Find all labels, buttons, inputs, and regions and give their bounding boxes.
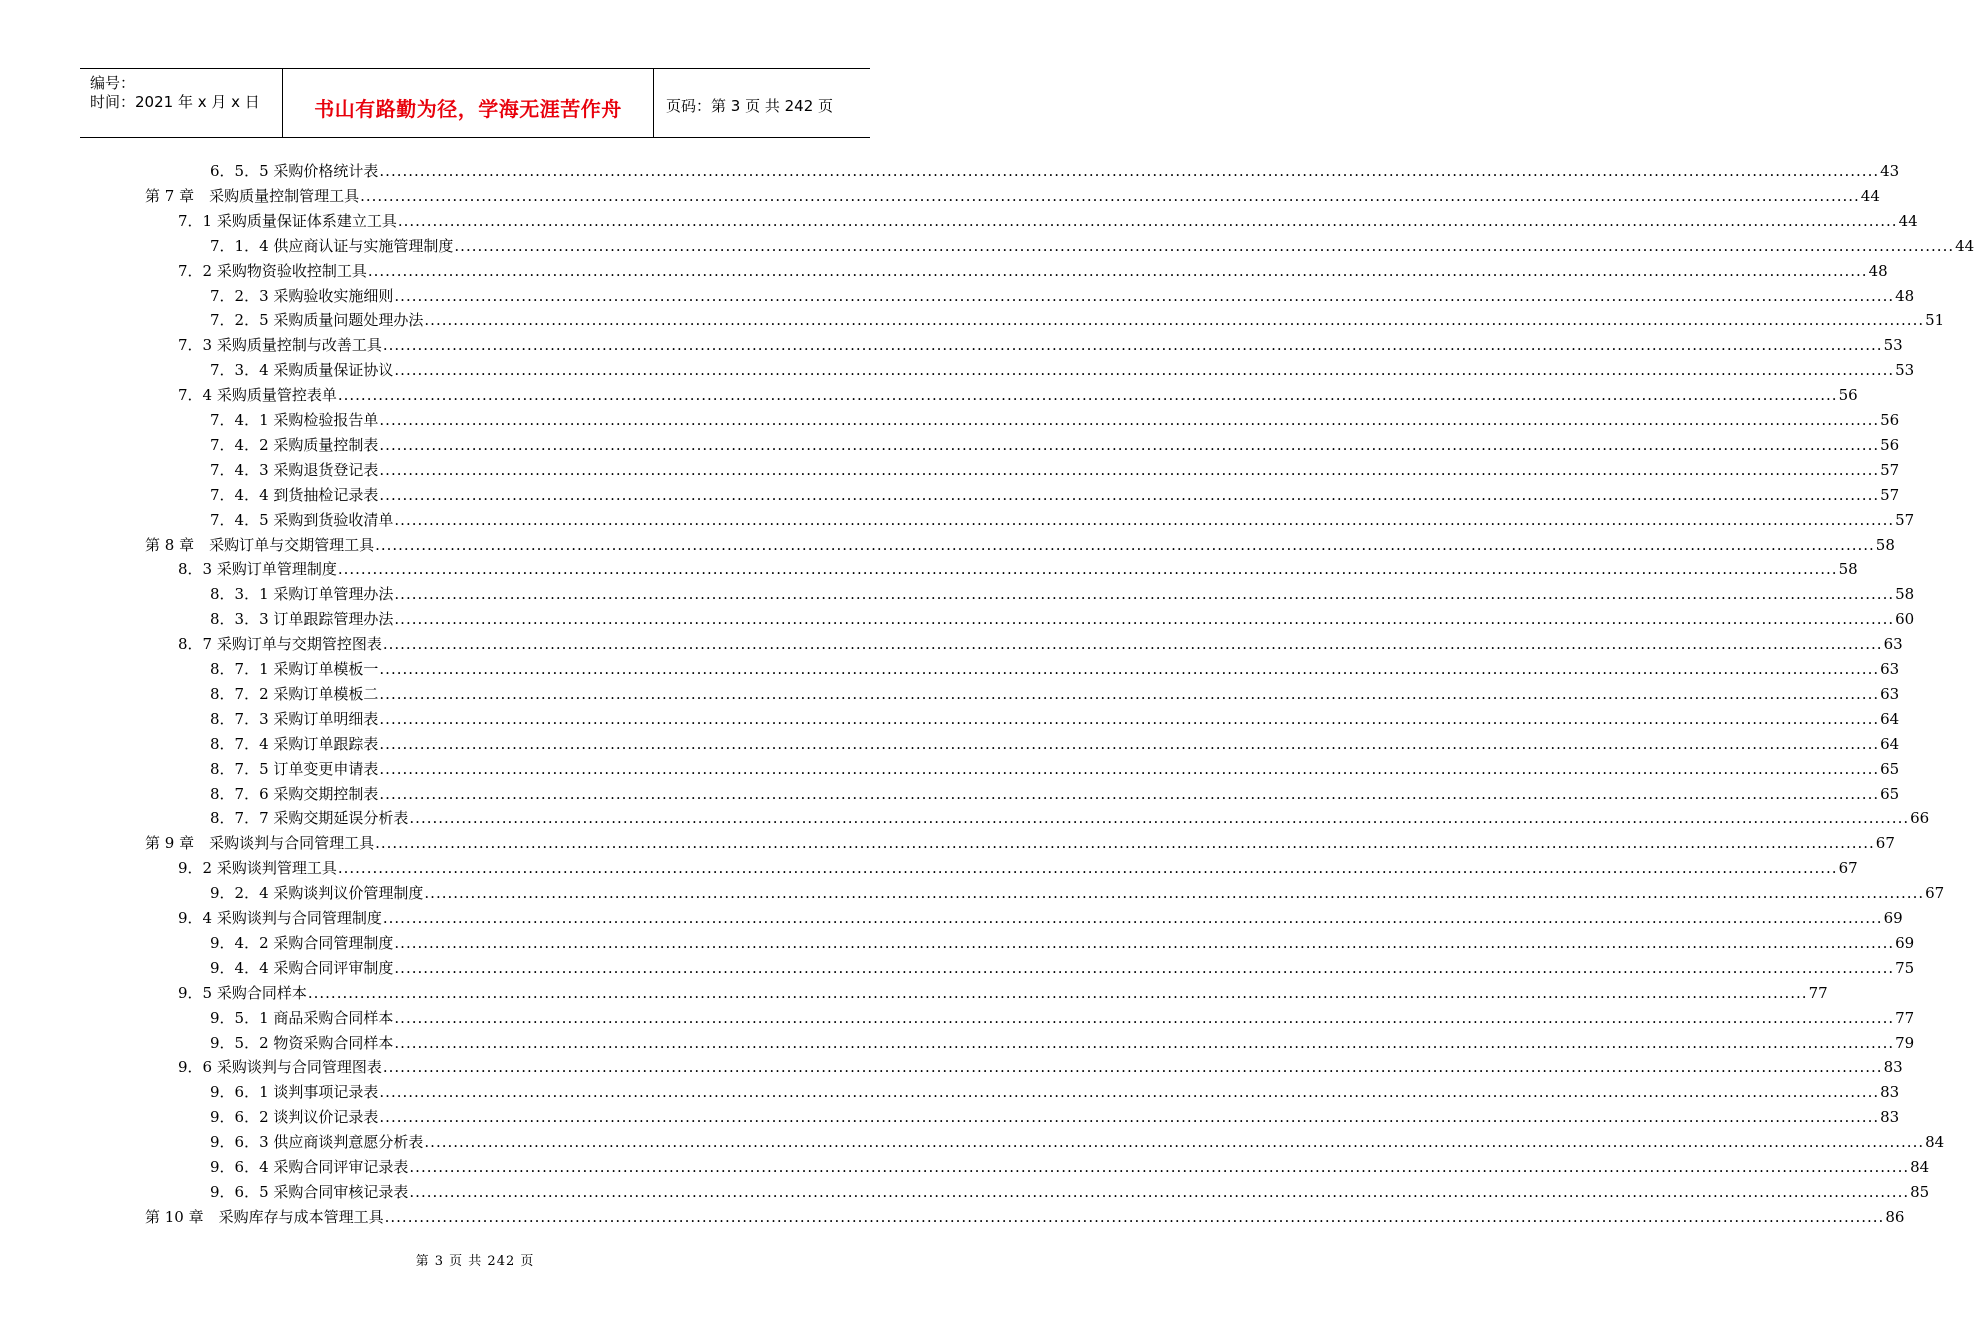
document-code-label: 编号： — [90, 74, 136, 92]
toc-entry-page: 57 — [1880, 485, 1900, 504]
toc-entry-page: 63 — [1883, 635, 1903, 654]
toc-entry-title: 9．5 采购合同样本 — [178, 983, 307, 1002]
toc-dot-leader: .................................................................................................................................................................................................................................................................... — [394, 958, 1895, 977]
toc-entry-page: 44 — [1898, 211, 1918, 230]
toc-entry-page: 58 — [1838, 560, 1858, 579]
toc-entry-title: 7．2 采购物资验收控制工具 — [178, 261, 367, 280]
toc-entry-title: 9．6．2 谈判议价记录表 — [210, 1108, 379, 1127]
toc-entry-title: 7．4．2 采购质量控制表 — [210, 435, 379, 454]
header-page-number: 页码：第 3 页 共 242 页 — [666, 97, 834, 115]
toc-entry-page: 69 — [1883, 909, 1903, 927]
toc-dot-leader: .................................................................................................................................................................................................................................................................... — [397, 211, 1898, 230]
toc-entry-page: 69 — [1895, 933, 1915, 952]
toc-entry-title: 7．4．5 采购到货验收清单 — [210, 510, 394, 529]
toc-dot-leader: .................................................................................................................................................................................................................................................................... — [424, 884, 1925, 903]
toc-entry-title: 9．4 采购谈判与合同管理制度 — [178, 909, 382, 927]
toc-entry[interactable] — [178, 335, 1903, 355]
toc-entry[interactable] — [210, 485, 1900, 505]
toc-entry-title: 7．2．3 采购验收实施细则 — [210, 286, 394, 305]
toc-entry[interactable] — [210, 1182, 1930, 1202]
toc-entry[interactable] — [210, 1107, 1900, 1127]
toc-entry[interactable] — [210, 360, 1915, 380]
toc-entry-title: 7．4．1 采购检验报告单 — [210, 411, 379, 429]
toc-entry-title: 6．5．5 采购价格统计表 — [210, 162, 379, 180]
toc-entry[interactable] — [178, 211, 1918, 231]
toc-entry-title: 8．3．3 订单跟踪管理办法 — [210, 610, 394, 629]
toc-dot-leader: .................................................................................................................................................................................................................................................................... — [379, 460, 1880, 479]
toc-entry[interactable] — [210, 460, 1900, 480]
toc-entry-page: 83 — [1880, 1108, 1900, 1127]
toc-entry-title: 7．1．4 供应商认证与实施管理制度 — [210, 236, 454, 255]
toc-entry-page: 64 — [1880, 734, 1900, 753]
toc-entry[interactable] — [210, 883, 1945, 903]
toc-entry-page: 67 — [1838, 859, 1858, 878]
toc-dot-leader: .................................................................................................................................................................................................................................................................... — [337, 560, 1838, 579]
toc-dot-leader: .................................................................................................................................................................................................................................................................... — [394, 361, 1895, 380]
toc-entry-page: 77 — [1895, 1008, 1915, 1027]
toc-entry-title: 第 10 章 采购库存与成本管理工具 — [145, 1207, 384, 1226]
toc-dot-leader: .................................................................................................................................................................................................................................................................... — [375, 535, 1875, 554]
toc-entry[interactable] — [210, 808, 1930, 828]
toc-entry-page: 67 — [1875, 834, 1895, 853]
toc-entry-page: 56 — [1880, 435, 1900, 454]
header-meta-cell — [80, 69, 283, 137]
toc-entry[interactable] — [210, 784, 1900, 804]
toc-entry-page: 67 — [1925, 884, 1945, 903]
toc-entry-title: 9．6．1 谈判事项记录表 — [210, 1083, 379, 1102]
toc-dot-leader: .................................................................................................................................................................................................................................................................... — [394, 1033, 1895, 1052]
toc-entry-title: 8．7．4 采购订单跟踪表 — [210, 734, 379, 753]
toc-entry-page: 84 — [1925, 1133, 1945, 1152]
toc-dot-leader: .................................................................................................................................................................................................................................................................... — [379, 759, 1880, 778]
toc-dot-leader: .................................................................................................................................................................................................................................................................... — [379, 734, 1880, 753]
toc-dot-leader: .................................................................................................................................................................................................................................................................... — [394, 510, 1895, 529]
toc-entry[interactable] — [210, 659, 1900, 679]
toc-dot-leader: .................................................................................................................................................................................................................................................................... — [382, 909, 1883, 927]
toc-dot-leader: .................................................................................................................................................................................................................................................................... — [379, 1108, 1880, 1127]
toc-entry[interactable] — [210, 1033, 1915, 1053]
toc-entry-page: 48 — [1868, 261, 1888, 280]
toc-entry-page: 43 — [1880, 162, 1900, 180]
toc-dot-leader: .................................................................................................................................................................................................................................................................... — [379, 684, 1880, 703]
toc-entry-title: 8．7 采购订单与交期管控图表 — [178, 635, 382, 654]
toc-dot-leader: .................................................................................................................................................................................................................................................................... — [379, 162, 1880, 180]
toc-dot-leader: .................................................................................................................................................................................................................................................................... — [384, 1207, 1885, 1226]
toc-entry-page: 53 — [1883, 336, 1903, 355]
toc-entry[interactable] — [178, 385, 1858, 405]
header-motto: 书山有路勤为径，学海无涯苦作舟 — [314, 97, 622, 121]
toc-dot-leader: .................................................................................................................................................................................................................................................................... — [375, 834, 1875, 853]
toc-dot-leader: .................................................................................................................................................................................................................................................................... — [394, 1008, 1895, 1027]
toc-entry-page: 58 — [1875, 535, 1895, 554]
toc-entry[interactable] — [210, 435, 1900, 455]
toc-dot-leader: .................................................................................................................................................................................................................................................................... — [409, 1158, 1910, 1176]
toc-dot-leader: .................................................................................................................................................................................................................................................................... — [379, 485, 1880, 504]
toc-dot-leader: .................................................................................................................................................................................................................................................................... — [424, 1133, 1925, 1152]
toc-entry[interactable] — [210, 410, 1900, 430]
toc-entry[interactable] — [178, 1057, 1903, 1077]
toc-entry-title: 9．2．4 采购谈判议价管理制度 — [210, 884, 424, 903]
toc-entry[interactable] — [210, 958, 1915, 978]
toc-entry-title: 9．6．3 供应商谈判意愿分析表 — [210, 1133, 424, 1152]
toc-dot-leader: .................................................................................................................................................................................................................................................................... — [394, 933, 1895, 952]
document-time-label: 时间：2021 年 x 月 x 日 — [90, 93, 260, 111]
toc-entry-page: 44 — [1955, 236, 1974, 255]
toc-entry-title: 8．7．1 采购订单模板一 — [210, 660, 379, 678]
toc-entry-title: 7．3．4 采购质量保证协议 — [210, 361, 394, 380]
toc-entry-page: 64 — [1880, 709, 1900, 728]
toc-entry-title: 9．5．2 物资采购合同样本 — [210, 1033, 394, 1052]
toc-dot-leader: .................................................................................................................................................................................................................................................................... — [424, 311, 1925, 330]
toc-entry[interactable] — [178, 983, 1828, 1003]
toc-entry[interactable] — [145, 1207, 1905, 1227]
toc-entry-page: 53 — [1895, 361, 1915, 380]
toc-dot-leader: .................................................................................................................................................................................................................................................................... — [379, 660, 1880, 678]
toc-entry-title: 7．4．3 采购退货登记表 — [210, 460, 379, 479]
toc-entry-page: 83 — [1880, 1083, 1900, 1102]
toc-entry[interactable] — [210, 1157, 1930, 1177]
toc-entry[interactable] — [210, 310, 1945, 330]
toc-entry-page: 66 — [1910, 809, 1930, 828]
toc-entry-title: 8．7．6 采购交期控制表 — [210, 784, 379, 803]
toc-dot-leader: .................................................................................................................................................................................................................................................................... — [379, 709, 1880, 728]
toc-entry-page: 56 — [1838, 386, 1858, 405]
toc-entry[interactable] — [210, 709, 1900, 729]
header-motto-cell — [283, 69, 654, 137]
toc-entry-page: 58 — [1895, 585, 1915, 604]
toc-entry-title: 9．2 采购谈判管理工具 — [178, 859, 337, 878]
toc-entry[interactable] — [210, 584, 1915, 604]
toc-entry-page: 79 — [1895, 1033, 1915, 1052]
toc-dot-leader: .................................................................................................................................................................................................................................................................... — [394, 610, 1895, 629]
toc-entry-page: 60 — [1895, 610, 1915, 629]
toc-entry[interactable] — [145, 186, 1880, 206]
toc-entry-title: 7．3 采购质量控制与改善工具 — [178, 336, 382, 355]
toc-dot-leader: .................................................................................................................................................................................................................................................................... — [379, 784, 1880, 803]
toc-entry-page: 65 — [1880, 759, 1900, 778]
toc-entry-page: 63 — [1880, 684, 1900, 703]
toc-entry[interactable] — [210, 161, 1900, 181]
toc-entry-page: 63 — [1880, 660, 1900, 678]
toc-entry[interactable] — [210, 759, 1900, 779]
toc-entry-title: 8．3．1 采购订单管理办法 — [210, 585, 394, 604]
toc-entry-title: 8．7．2 采购订单模板二 — [210, 684, 379, 703]
toc-entry-page: 48 — [1895, 286, 1915, 305]
toc-entry-page: 51 — [1925, 311, 1945, 330]
toc-dot-leader: .................................................................................................................................................................................................................................................................... — [409, 1182, 1910, 1201]
toc-entry-title: 第 9 章 采购谈判与合同管理工具 — [145, 834, 375, 853]
toc-dot-leader: .................................................................................................................................................................................................................................................................... — [394, 286, 1895, 305]
toc-entry[interactable] — [210, 286, 1915, 306]
toc-entry-page: 77 — [1808, 983, 1828, 1002]
toc-dot-leader: .................................................................................................................................................................................................................................................................... — [337, 386, 1838, 405]
toc-entry-title: 9．4．2 采购合同管理制度 — [210, 933, 394, 952]
toc-entry[interactable] — [210, 510, 1915, 530]
toc-entry-page: 84 — [1910, 1158, 1930, 1176]
toc-entry-title: 8．7．7 采购交期延误分析表 — [210, 809, 409, 828]
toc-dot-leader: .................................................................................................................................................................................................................................................................... — [379, 411, 1880, 429]
toc-dot-leader: .................................................................................................................................................................................................................................................................... — [454, 236, 1955, 255]
page-footer: 第 3 页 共 242 页 — [415, 1254, 535, 1269]
toc-dot-leader: .................................................................................................................................................................................................................................................................... — [367, 261, 1868, 280]
toc-entry[interactable] — [210, 684, 1900, 704]
toc-entry-title: 7．4 采购质量管控表单 — [178, 386, 337, 405]
toc-entry[interactable] — [178, 261, 1888, 281]
toc-entry-title: 第 8 章 采购订单与交期管理工具 — [145, 535, 375, 554]
toc-entry-page: 57 — [1880, 460, 1900, 479]
toc-entry-title: 9．5．1 商品采购合同样本 — [210, 1008, 394, 1027]
toc-entry-title: 9．4．4 采购合同评审制度 — [210, 958, 394, 977]
document-header — [80, 68, 870, 138]
toc-dot-leader: .................................................................................................................................................................................................................................................................... — [379, 435, 1880, 454]
toc-entry-page: 65 — [1880, 784, 1900, 803]
toc-entry[interactable] — [210, 236, 1974, 256]
toc-entry-title: 8．3 采购订单管理制度 — [178, 560, 337, 579]
toc-dot-leader: .................................................................................................................................................................................................................................................................... — [307, 983, 1808, 1002]
toc-entry[interactable] — [210, 734, 1900, 754]
toc-entry-title: 8．7．5 订单变更申请表 — [210, 759, 379, 778]
toc-entry[interactable] — [210, 1008, 1915, 1028]
toc-dot-leader: .................................................................................................................................................................................................................................................................... — [379, 1083, 1880, 1102]
toc-entry-page: 85 — [1910, 1182, 1930, 1201]
toc-entry-page: 75 — [1895, 958, 1915, 977]
toc-entry[interactable] — [178, 559, 1858, 579]
toc-dot-leader: .................................................................................................................................................................................................................................................................... — [382, 635, 1883, 654]
toc-entry[interactable] — [210, 933, 1915, 953]
toc-entry-page: 57 — [1895, 510, 1915, 529]
toc-entry[interactable] — [145, 833, 1895, 853]
toc-entry-title: 7．1 采购质量保证体系建立工具 — [178, 211, 397, 230]
toc-entry[interactable] — [145, 535, 1895, 555]
toc-entry[interactable] — [178, 908, 1903, 928]
toc-dot-leader: .................................................................................................................................................................................................................................................................... — [337, 859, 1838, 878]
toc-entry-title: 8．7．3 采购订单明细表 — [210, 709, 379, 728]
toc-dot-leader: .................................................................................................................................................................................................................................................................... — [394, 585, 1895, 604]
toc-entry-page: 56 — [1880, 411, 1900, 429]
toc-entry-title: 7．4．4 到货抽检记录表 — [210, 485, 379, 504]
toc-entry-title: 9．6．5 采购合同审核记录表 — [210, 1182, 409, 1201]
toc-entry-title: 第 7 章 采购质量控制管理工具 — [145, 186, 360, 205]
toc-entry-title: 9．6．4 采购合同评审记录表 — [210, 1158, 409, 1176]
toc-entry[interactable] — [178, 858, 1858, 878]
toc-entry-page: 83 — [1883, 1058, 1903, 1077]
toc-dot-leader: .................................................................................................................................................................................................................................................................... — [382, 336, 1883, 355]
toc-dot-leader: .................................................................................................................................................................................................................................................................... — [360, 186, 1860, 205]
toc-entry[interactable] — [178, 634, 1903, 654]
toc-entry[interactable] — [210, 1082, 1900, 1102]
toc-dot-leader: .................................................................................................................................................................................................................................................................... — [382, 1058, 1883, 1077]
header-page-cell — [654, 69, 870, 137]
toc-dot-leader: .................................................................................................................................................................................................................................................................... — [409, 809, 1910, 828]
toc-entry-page: 44 — [1860, 186, 1880, 205]
toc-entry-title: 9．6 采购谈判与合同管理图表 — [178, 1058, 382, 1077]
toc-entry[interactable] — [210, 1132, 1945, 1152]
toc-entry-page: 86 — [1885, 1207, 1905, 1226]
toc-entry-title: 7．2．5 采购质量问题处理办法 — [210, 311, 424, 330]
toc-entry[interactable] — [210, 609, 1915, 629]
